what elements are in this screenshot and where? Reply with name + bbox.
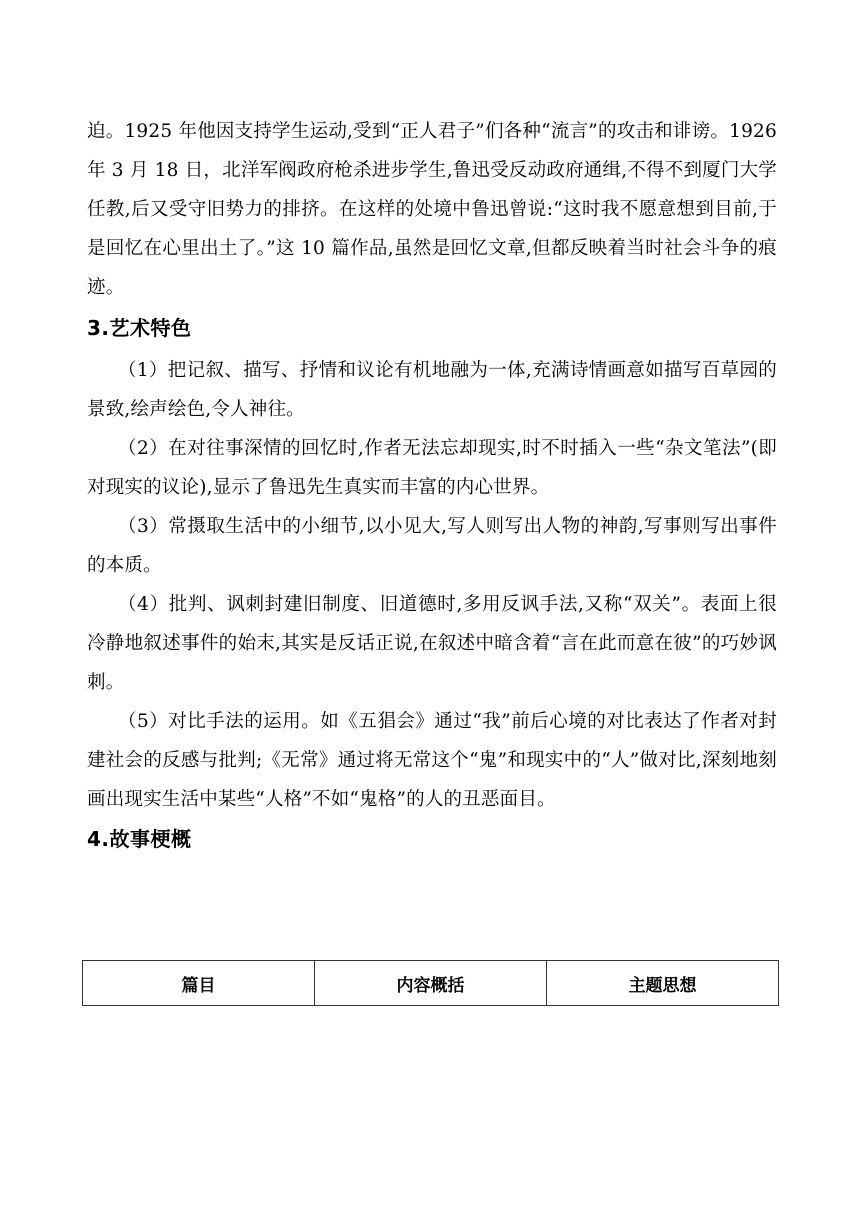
column-header-summary: 内容概括: [315, 961, 547, 1006]
art-features-heading: 3.艺术特色: [87, 316, 192, 340]
art-feature-item-1: （1）把记叙、描写、抒情和议论有机地融为一体,充满诗情画意如描写百草园的景致,绘声绘色,令人神往。: [87, 360, 777, 420]
table-header-row: [83, 961, 779, 1006]
story-summary-heading: 4.故事梗概: [87, 827, 192, 851]
art-feature-item-2: （2）在对往事深情的回忆时,作者无法忘却现实,时不时插入一些“杂文笔法”(即对现实的议论),显示了鲁迅先生真实而丰富的内心世界。: [87, 438, 777, 498]
story-summary-table: [82, 960, 779, 1006]
art-feature-item-5: （5）对比手法的运用。如《五猖会》通过“我”前后心境的对比表达了作者对封建社会的反感与批判;《无常》通过将无常这个“鬼”和现实中的“人”做对比,深刻地刻画出现实生活中某些“人格”不如“鬼格”的人的丑恶面目。: [87, 711, 777, 810]
column-header-title: 篇目: [83, 961, 315, 1006]
column-header-theme: 主题思想: [547, 961, 779, 1006]
art-feature-item-4: （4）批判、讽刺封建旧制度、旧道德时,多用反讽手法,又称“双关”。表面上很冷静地叙述事件的始末,其实是反话正说,在叙述中暗含着“言在此而意在彼”的巧妙讽刺。: [87, 594, 777, 693]
art-feature-item-3: （3）常摄取生活中的小细节,以小见大,写人则写出人物的神韵,写事则写出事件的本质。: [87, 516, 777, 576]
document-body: [87, 112, 777, 859]
intro-paragraph: 迫。1925 年他因支持学生运动,受到“正人君子”们各种“流言”的攻击和诽谤。1926 年 3 月 18 日，北洋军阀政府枪杀进步学生,鲁迅受反动政府通缉,不得不到厦门大学任教,后又受守旧势力的排挤。在这样的处境中鲁迅曾说:“这时我不愿意想到目前,于是回忆在心里出土了。”这 10 篇作品,虽然是回忆文章,但都反映着当时社会斗争的痕迹。: [87, 121, 777, 298]
